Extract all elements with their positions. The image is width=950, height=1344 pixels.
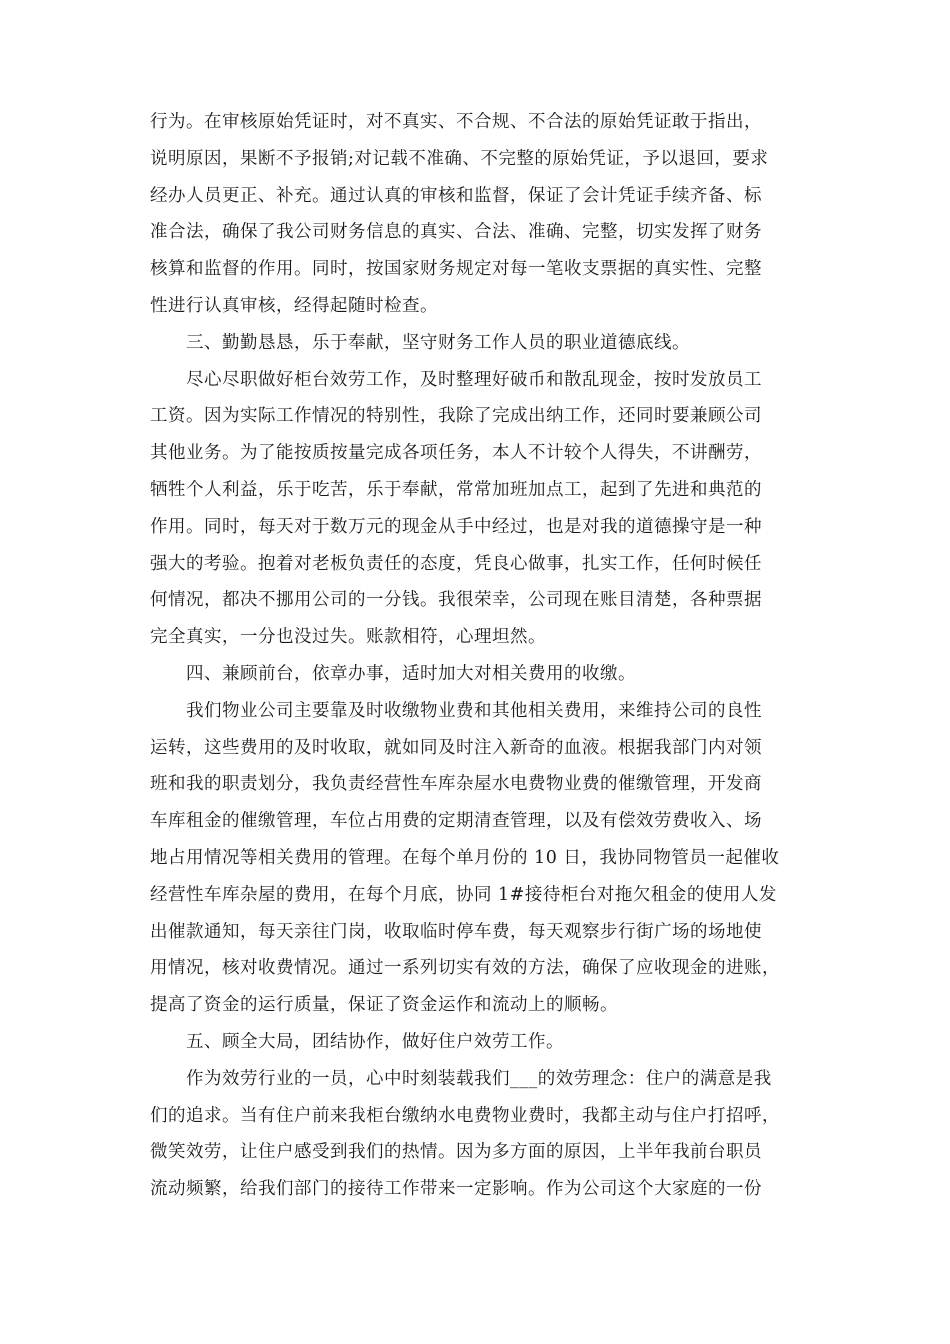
document-body-text bbox=[150, 104, 810, 1208]
text-line: 班和我的职责划分，我负责经营性车库杂屋水电费物业费的催缴管理，开发商 bbox=[150, 774, 762, 795]
text-line: 微笑效劳，让住户感受到我们的热情。因为多方面的原因，上半年我前台职员 bbox=[150, 1142, 762, 1163]
text-line: 我们物业公司主要靠及时收缴物业费和其他相关费用，来维持公司的良性 bbox=[186, 700, 762, 721]
text-line: 完全真实，一分也没过失。账款相符，心理坦然。 bbox=[150, 627, 546, 648]
text-line: 其他业务。为了能按质按量完成各项任务，本人不计较个人得失，不讲酬劳， bbox=[150, 443, 762, 464]
text-line: 四、兼顾前台，依章办事，适时加大对相关费用的收缴。 bbox=[186, 663, 636, 684]
text-line: 经办人员更正、补充。通过认真的审核和监督，保证了会计凭证手续齐备、标 bbox=[150, 185, 762, 206]
text-line: 强大的考验。抱着对老板负责任的态度，凭良心做事，扎实工作，任何时候任 bbox=[150, 553, 762, 574]
text-line: 五、顾全大局，团结协作，做好住户效劳工作。 bbox=[186, 1031, 564, 1052]
text-line: 牺牲个人利益，乐于吃苦，乐于奉献，常常加班加点工，起到了先进和典范的 bbox=[150, 479, 762, 500]
text-line: 尽心尽职做好柜台效劳工作，及时整理好破币和散乱现金，按时发放员工 bbox=[186, 369, 762, 390]
text-line: 作用。同时，每天对于数万元的现金从手中经过，也是对我的道德操守是一种 bbox=[150, 516, 762, 537]
text-line: 出催款通知，每天亲往门岗，收取临时停车费，每天观察步行街广场的场地使 bbox=[150, 921, 762, 942]
text-line: 准合法，确保了我公司财务信息的真实、合法、准确、完整，切实发挥了财务 bbox=[150, 222, 762, 243]
text-line: 提高了资金的运行质量，保证了资金运作和流动上的顺畅。 bbox=[150, 995, 618, 1016]
text-line: 工资。因为实际工作情况的特别性，我除了完成出纳工作，还同时要兼顾公司 bbox=[150, 406, 762, 427]
text-line: 核算和监督的作用。同时，按国家财务规定对每一笔收支票据的真实性、完整 bbox=[150, 259, 762, 280]
text-line: 作为效劳行业的一员，心中时刻装载我们___的效劳理念：住户的满意是我 bbox=[186, 1068, 772, 1089]
text-line: 流动频繁，给我们部门的接待工作带来一定影响。作为公司这个大家庭的一份 bbox=[150, 1179, 762, 1200]
text-line: 用情况，核对收费情况。通过一系列切实有效的方法，确保了应收现金的进账， bbox=[150, 958, 780, 979]
text-line: 经营性车库杂屋的费用，在每个月底，协同 1#接待柜台对拖欠租金的使用人发 bbox=[150, 884, 777, 905]
text-line: 车库租金的催缴管理，车位占用费的定期清查管理，以及有偿效劳费收入、场 bbox=[150, 811, 762, 832]
text-line: 地占用情况等相关费用的管理。在每个单月份的 10 日，我协同物管员一起催收 bbox=[150, 847, 780, 868]
text-line: 三、勤勤恳恳，乐于奉献，坚守财务工作人员的职业道德底线。 bbox=[186, 332, 690, 353]
text-line: 们的追求。当有住户前来我柜台缴纳水电费物业费时，我都主动与住户打招呼， bbox=[150, 1105, 780, 1126]
text-line: 行为。在审核原始凭证时，对不真实、不合规、不合法的原始凭证敢于指出， bbox=[150, 112, 762, 132]
text-line: 性进行认真审核，经得起随时检查。 bbox=[150, 295, 438, 316]
text-line: 运转，这些费用的及时收取，就如同及时注入新奇的血液。根据我部门内对领 bbox=[150, 737, 762, 758]
text-line: 说明原因，果断不予报销;对记载不准确、不完整的原始凭证，予以退回，要求 bbox=[150, 148, 769, 169]
text-line: 何情况，都决不挪用公司的一分钱。我很荣幸，公司现在账目清楚，各种票据 bbox=[150, 590, 762, 611]
